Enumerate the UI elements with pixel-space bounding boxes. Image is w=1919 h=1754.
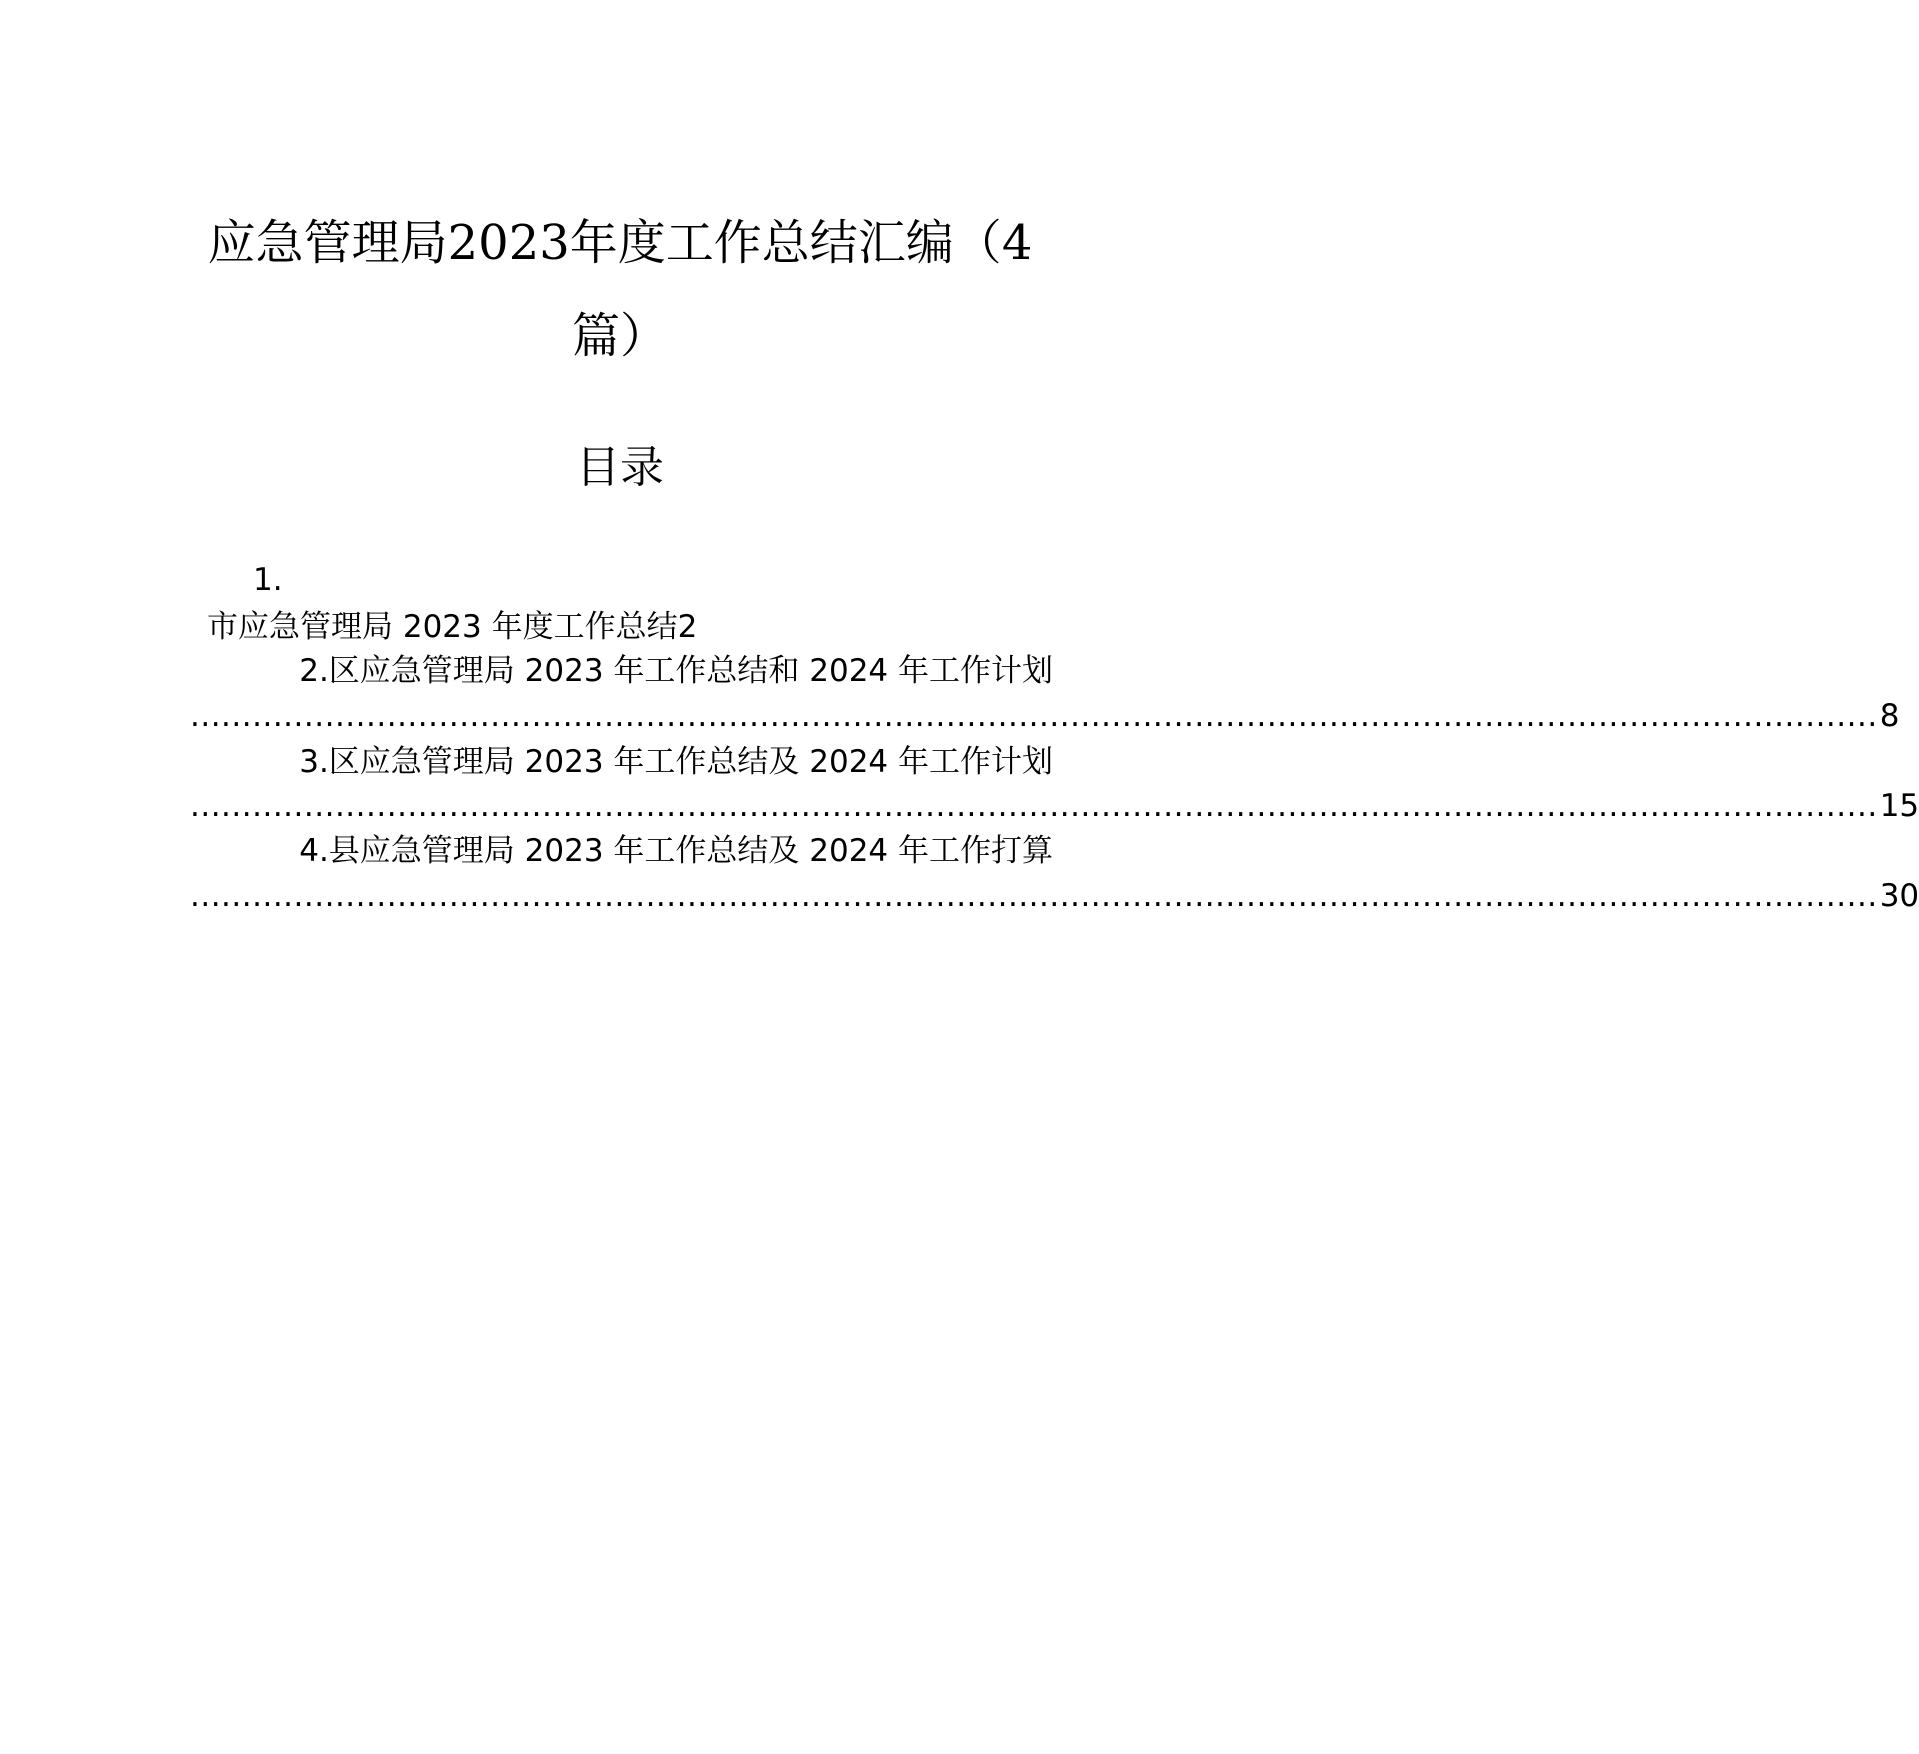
toc-entry-2-page: 8 [1879,698,1900,734]
leader-dots: ................................................................................................................................................................... [190,698,1878,734]
toc-entry-1-title: 市应急管理局 2023 年度工作总结 [207,609,678,645]
toc-entry-2-title[interactable]: 2.区应急管理局 2023 年工作总结和 2024 年工作计划 [299,653,1053,689]
title-count: 4 [1001,215,1033,271]
toc-heading: 目录 [576,442,664,493]
toc-entry-3-leader[interactable] [190,786,1919,826]
toc-entry-1[interactable] [207,607,697,647]
document-title-line-1 [0,213,1240,273]
title-suffix: 年度工作总结汇编（ [569,215,1002,271]
document-title-line-2: 篇） [571,308,668,364]
toc-entry-3-title[interactable]: 3.区应急管理局 2023 年工作总结及 2024 年工作计划 [299,744,1053,780]
title-prefix: 应急管理局 [207,215,448,271]
leader-dots: ................................................................................................................................................................... [190,788,1878,824]
toc-entry-4-leader[interactable] [190,876,1919,916]
toc-entry-2-leader[interactable] [190,696,1900,736]
leader-dots: ................................................................................................................................................................... [190,878,1878,914]
toc-entry-1-page: 2 [677,609,698,645]
toc-entry-4-page: 30 [1879,878,1919,914]
toc-entry-4-title[interactable]: 4.县应急管理局 2023 年工作总结及 2024 年工作打算 [299,833,1053,869]
title-year: 2023 [447,215,570,271]
toc-entry-3-page: 15 [1879,788,1919,824]
toc-entry-1-number[interactable]: 1. [253,562,283,598]
